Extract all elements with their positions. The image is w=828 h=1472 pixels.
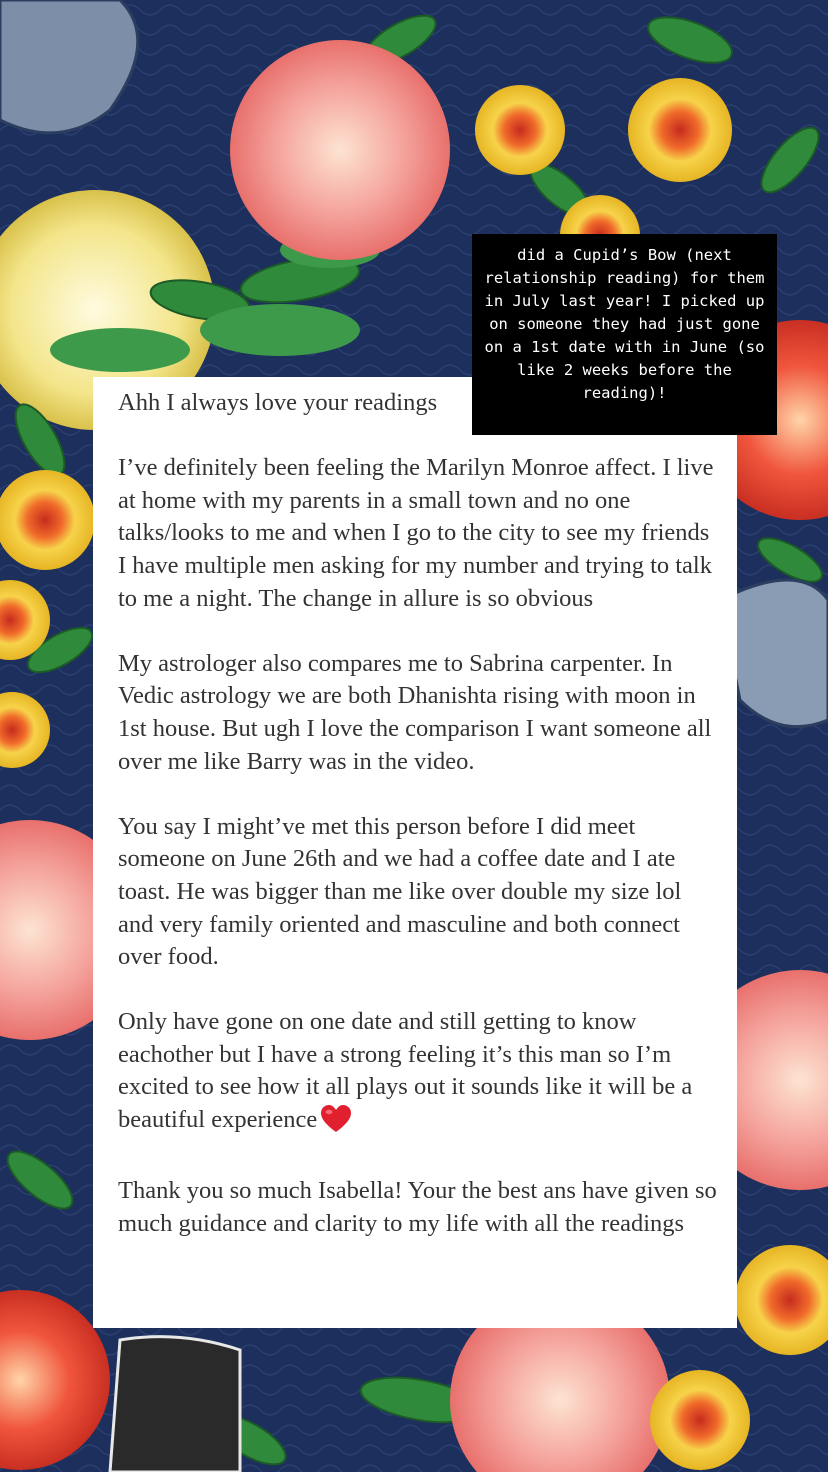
message-greeting: Ahh I always love your readings — [118, 389, 438, 416]
heart-icon — [321, 1105, 351, 1143]
message-paragraph-4 — [118, 1006, 717, 1142]
caption-sticker: did a Cupid’s Bow (next relationship reading) for them in July last year! I picked up on someone they had just gone on a 1st date with in June (so like 2 weeks before the reading)! — [472, 234, 777, 435]
message-paragraph-5: Thank you so much Isabella! Your the best ans have given so much guidance and clarity to my life with all the readings — [118, 1177, 717, 1237]
message-paragraph-1: I’ve definitely been feeling the Marilyn Monroe affect. I live at home with my parents in a small town and no one talks/looks to me and when I go to the city to see my friends I have multiple men asking for my number and trying to talk to me a night. The change in allure is so obvious — [118, 454, 714, 612]
message-paragraph-3: You say I might’ve met this person before I did meet someone on June 26th and we had a coffee date and I ate toast. He was bigger than me like over double my size lol and very family oriented and masculine and both connect over food. — [118, 812, 682, 971]
message-card — [93, 377, 737, 1328]
message-paragraph-2: My astrologer also compares me to Sabrina carpenter. In Vedic astrology we are both Dhanishta rising with moon in 1st house. But ugh I love the comparison I want someone all over me like Barry was in the video. — [118, 649, 712, 775]
message-paragraph-4-text: Only have gone on one date and still getting to know eachother but I have a strong feeling it’s this man so I’m excited to see how it all plays out it sounds like it will be a beautiful experience — [118, 1008, 693, 1134]
